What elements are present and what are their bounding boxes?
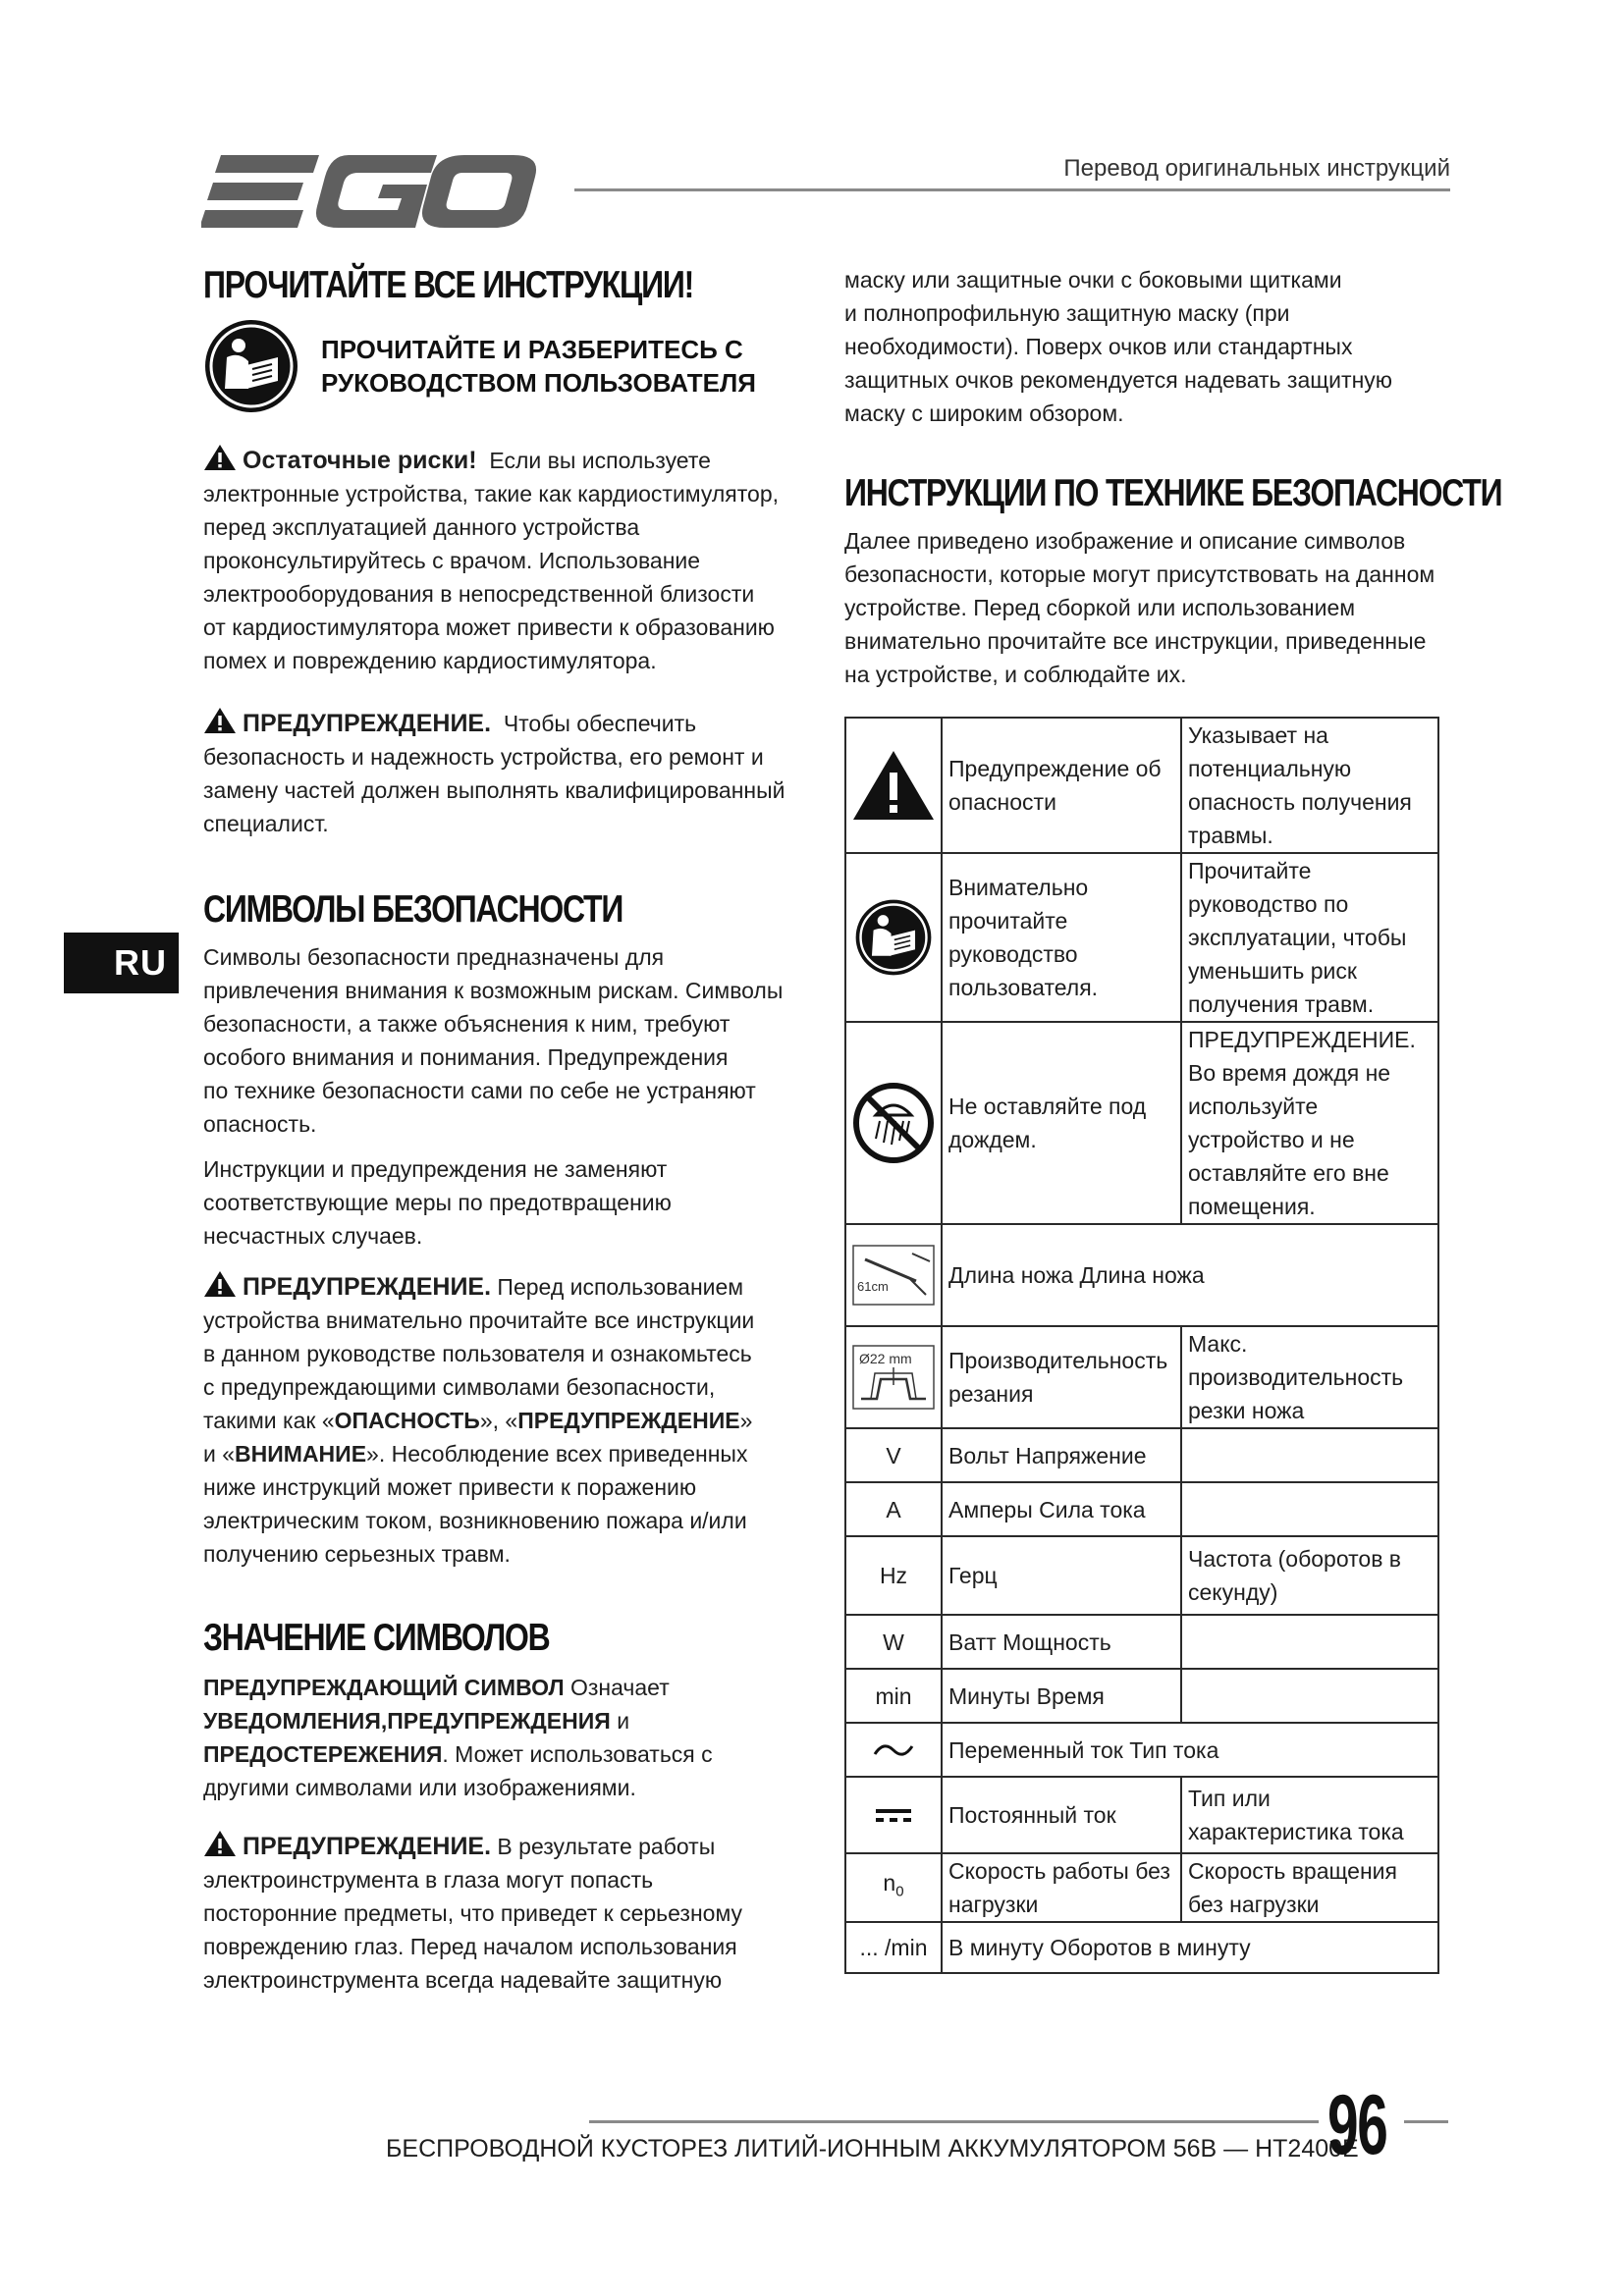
danger-term: ОПАСНОСТЬ <box>334 1408 480 1433</box>
text-line: Инструкции и предупреждения не заменяют <box>203 1156 668 1182</box>
residual-risks-paragraph <box>203 444 805 677</box>
residual-line: электрооборудования в непосредственной близости <box>203 581 755 607</box>
symbol-cell <box>845 1777 942 1853</box>
text-fragment: Означает <box>564 1675 670 1700</box>
ego-logo <box>201 147 540 236</box>
warning-read-instructions-paragraph <box>203 1270 805 1571</box>
text-line: на устройстве, и соблюдайте их. <box>844 662 1187 687</box>
text-fragment: ». Несоблюдение всех приведенных <box>366 1441 748 1467</box>
symbol-desc-cell <box>1181 1482 1438 1536</box>
text-line: несчастных случаев. <box>203 1223 423 1249</box>
symbol-cell: ... /min <box>845 1922 942 1973</box>
symbol-name-cell: Не оставляйте под дождем. <box>942 1022 1181 1224</box>
cutting-capacity-label: Ø22 mm <box>859 1351 912 1366</box>
safety-instructions-paragraph <box>844 524 1451 691</box>
direct-current-icon <box>874 1805 913 1825</box>
safety-instructions-heading: ИНСТРУКЦИИ ПО ТЕХНИКЕ БЕЗОПАСНОСТИ <box>844 472 1502 514</box>
eye-protection-continued <box>844 263 1451 430</box>
symbol-desc-cell: Скорость вращения без нагрузки <box>1181 1853 1438 1922</box>
symbol-cell: A <box>845 1482 942 1536</box>
symbol-name-cell: Ватт Мощность <box>942 1615 1181 1669</box>
warning-triangle-icon <box>203 707 237 734</box>
text-line: другими символами или изображениями. <box>203 1775 636 1800</box>
symbol-name-cell: Постоянный ток <box>942 1777 1181 1853</box>
warning-line: Чтобы обеспечить <box>503 711 697 736</box>
text-line: электрическим током, возникновению пожара и/или <box>203 1508 747 1533</box>
notices-term: УВЕДОМЛЕНИЯ,ПРЕДУПРЕЖДЕНИЯ <box>203 1708 611 1734</box>
text-fragment: . Может использоваться с <box>442 1741 713 1767</box>
symbol-name-cell: Герц <box>942 1536 1181 1615</box>
residual-line: помех и повреждению кардиостимулятора. <box>203 648 657 673</box>
cutting-capacity-icon <box>851 1344 936 1411</box>
warning-repair-paragraph <box>203 707 805 840</box>
symbol-desc-cell <box>1181 1022 1438 1224</box>
symbol-name-cell: Скорость работы без нагрузки <box>942 1853 1181 1922</box>
symbol-desc-cell: Частота (оборотов в секунду) <box>1181 1536 1438 1615</box>
text-fragment: такими как « <box>203 1408 335 1433</box>
text-line: безопасности, которые могут присутствовать на данном <box>844 561 1435 587</box>
residual-line: электронные устройства, такие как кардиостимулятор, <box>203 481 779 507</box>
symbol-cell <box>845 1723 942 1777</box>
table-row <box>845 1326 1438 1428</box>
warning-line: замену частей должен выполнять квалифицированный <box>203 777 785 803</box>
text-line: необходимости). Поверх очков или стандартных <box>844 334 1353 359</box>
read-manual-icon <box>203 318 299 414</box>
text-fragment: », « <box>479 1408 518 1433</box>
symbol-name-cell: Вольт Напряжение <box>942 1428 1181 1482</box>
read-all-heading: ПРОЧИТАЙТЕ ВСЕ ИНСТРУКЦИИ! <box>203 264 694 306</box>
warning-line: безопасность и надежность устройства, его ремонт и <box>203 744 764 770</box>
page-number: 96 <box>1327 2078 1387 2172</box>
symbol-meaning-paragraph <box>203 1671 805 1804</box>
read-manual-notice <box>203 318 805 414</box>
table-row <box>845 1723 1438 1777</box>
text-line: опасность. <box>203 1111 317 1137</box>
text-line: электроинструмента всегда надевайте защитную <box>203 1967 723 1993</box>
text-line: безопасности, а также объяснения к ним, требуют <box>203 1011 731 1037</box>
right-column <box>844 263 1502 691</box>
text-line: получению серьезных травм. <box>203 1541 511 1567</box>
read-manual-icon <box>854 898 933 977</box>
text-line: особого внимания и понимания. Предупреждения <box>203 1044 729 1070</box>
warning-term: ПРЕДУПРЕЖДЕНИЕ <box>517 1408 740 1433</box>
no-load-speed-subscript: 0 <box>895 1883 904 1900</box>
table-row <box>845 1922 1438 1973</box>
safety-symbols-paragraph-1 <box>203 940 805 1141</box>
text-line: по технике безопасности сами по себе не устраняют <box>203 1078 756 1103</box>
residual-line: от кардиостимулятора может привести к образованию <box>203 614 775 640</box>
desc-text: Во время дождя не используйте устройство и не оставляйте его вне помещения. <box>1188 1060 1391 1219</box>
text-line: В результате работы <box>497 1834 716 1859</box>
cautions-term: ПРЕДОСТЕРЕЖЕНИЯ <box>203 1741 443 1767</box>
residual-risks-label: Остаточные риски! <box>243 447 477 474</box>
table-row <box>845 1615 1438 1669</box>
text-line: соответствующие меры по предотвращению <box>203 1190 672 1215</box>
blade-length-label: 61cm <box>857 1279 889 1294</box>
caution-term: ВНИМАНИЕ <box>235 1441 367 1467</box>
warning-symbol-term: ПРЕДУПРЕЖДАЮЩИЙ СИМВОЛ <box>203 1675 565 1700</box>
text-line: посторонние предметы, что приведет к серьезному <box>203 1900 743 1926</box>
text-line: электроинструмента в глаза могут попасть <box>203 1867 654 1893</box>
warning-label: ПРЕДУПРЕЖДЕНИЕ. <box>243 1833 492 1860</box>
header-rule <box>574 188 1450 191</box>
text-line: Символы безопасности предназначены для <box>203 944 665 970</box>
symbol-text-cell: Длина ножа Длина ножа <box>942 1224 1438 1326</box>
symbol-cell: W <box>845 1615 942 1669</box>
symbol-desc-cell <box>1181 1615 1438 1669</box>
symbol-cell: min <box>845 1669 942 1723</box>
symbol-cell <box>845 1224 942 1326</box>
desc-warning-label: ПРЕДУПРЕЖДЕНИЕ. <box>1188 1027 1416 1052</box>
text-line: внимательно прочитайте все инструкции, приведенные <box>844 628 1427 654</box>
text-line: устройства внимательно прочитайте все инструкции <box>203 1308 755 1333</box>
symbol-meaning-heading: ЗНАЧЕНИЕ СИМВОЛОВ <box>203 1617 550 1659</box>
warning-label: ПРЕДУПРЕЖДЕНИЕ. <box>243 1273 492 1301</box>
no-rain-icon <box>852 1082 935 1164</box>
symbol-cell <box>845 853 942 1022</box>
residual-line: проконсультируйтесь с врачом. Использование <box>203 548 701 573</box>
left-column <box>203 263 805 1997</box>
table-row <box>845 1777 1438 1853</box>
symbol-cell: V <box>845 1428 942 1482</box>
symbol-name-cell: Минуты Время <box>942 1669 1181 1723</box>
no-load-speed-symbol: n <box>883 1870 896 1896</box>
warning-triangle-icon <box>203 444 237 471</box>
alternating-current-icon <box>872 1738 915 1762</box>
blade-length-icon <box>851 1244 936 1307</box>
symbol-desc-cell: Прочитайте руководство по эксплуатации, чтобы уменьшить риск получения травм. <box>1181 853 1438 1022</box>
table-row <box>845 1224 1438 1326</box>
text-line: защитных очков рекомендуется надевать защитную <box>844 367 1393 393</box>
language-tab: RU <box>64 933 179 993</box>
text-line: повреждению глаз. Перед началом использования <box>203 1934 737 1959</box>
safety-symbols-table <box>844 717 1439 1974</box>
symbol-name-cell: Внимательно прочитайте руководство пользователя. <box>942 853 1181 1022</box>
footer-rule <box>589 2120 1319 2123</box>
symbol-cell <box>845 718 942 853</box>
symbol-name-cell: Производительность резания <box>942 1326 1181 1428</box>
text-line: привлечения внимания к возможным рискам. Символы <box>203 978 784 1003</box>
symbol-desc-cell <box>1181 1669 1438 1723</box>
symbol-text-cell: В минуту Оборотов в минуту <box>942 1922 1438 1973</box>
symbol-name-cell: Предупреждение об опасности <box>942 718 1181 853</box>
warning-label: ПРЕДУПРЕЖДЕНИЕ. <box>243 710 492 737</box>
symbol-desc-cell: Указывает на потенциальную опасность получения травмы. <box>1181 718 1438 853</box>
warning-triangle-icon <box>203 1270 237 1298</box>
symbol-cell: Hz <box>845 1536 942 1615</box>
table-row <box>845 853 1438 1022</box>
residual-line: перед эксплуатацией данного устройства <box>203 514 640 540</box>
text-fragment: и <box>610 1708 630 1734</box>
safety-symbols-heading: СИМВОЛЫ БЕЗОПАСНОСТИ <box>203 888 623 931</box>
warning-eye-protection-paragraph <box>203 1830 805 1997</box>
read-manual-line-2: РУКОВОДСТВОМ ПОЛЬЗОВАТЕЛЯ <box>321 368 756 398</box>
table-row <box>845 1536 1438 1615</box>
symbol-desc-cell <box>1181 1428 1438 1482</box>
text-line: маску с широким обзором. <box>844 400 1124 426</box>
table-row <box>845 1669 1438 1723</box>
read-manual-line-1: ПРОЧИТАЙТЕ И РАЗБЕРИТЕСЬ С <box>321 335 743 364</box>
text-fragment: и « <box>203 1441 236 1467</box>
text-line: с предупреждающими символами безопасности, <box>203 1374 716 1400</box>
symbol-cell <box>845 1853 942 1922</box>
warning-line: специалист. <box>203 811 329 836</box>
table-row <box>845 1022 1438 1224</box>
text-line: маску или защитные очки с боковыми щитками <box>844 267 1342 293</box>
warning-triangle-icon <box>851 749 936 822</box>
symbol-desc-cell: Тип или характеристика тока <box>1181 1777 1438 1853</box>
symbol-desc-cell: Макс. производительность резки ножа <box>1181 1326 1438 1428</box>
text-line: Далее приведено изображение и описание символов <box>844 528 1406 554</box>
symbol-text-cell: Переменный ток Тип тока <box>942 1723 1438 1777</box>
table-row <box>845 718 1438 853</box>
header-title: Перевод оригинальных инструкций <box>1063 155 1450 182</box>
text-line: в данном руководстве пользователя и ознакомьтесь <box>203 1341 752 1366</box>
text-line: устройстве. Перед сборкой или использованием <box>844 595 1356 620</box>
text-line: Перед использованием <box>497 1274 744 1300</box>
text-line: и полнопрофильную защитную маску (при <box>844 300 1290 326</box>
symbol-cell <box>845 1326 942 1428</box>
safety-symbols-paragraph-2 <box>203 1152 805 1253</box>
text-line: ниже инструкций может привести к поражению <box>203 1474 697 1500</box>
table-row <box>845 1482 1438 1536</box>
residual-line: Если вы используете <box>489 448 711 473</box>
footer-product-title: БЕСПРОВОДНОЙ КУСТОРЕЗ ЛИТИЙ-ИОННЫМ АККУМУЛЯТОРОМ 56В — HT2400E <box>386 2135 1359 2163</box>
warning-triangle-icon <box>203 1830 237 1857</box>
symbol-name-cell: Амперы Сила тока <box>942 1482 1181 1536</box>
table-row <box>845 1853 1438 1922</box>
text-fragment: » <box>739 1408 753 1433</box>
footer-rule <box>1404 2120 1448 2123</box>
symbol-cell <box>845 1022 942 1224</box>
table-row <box>845 1428 1438 1482</box>
